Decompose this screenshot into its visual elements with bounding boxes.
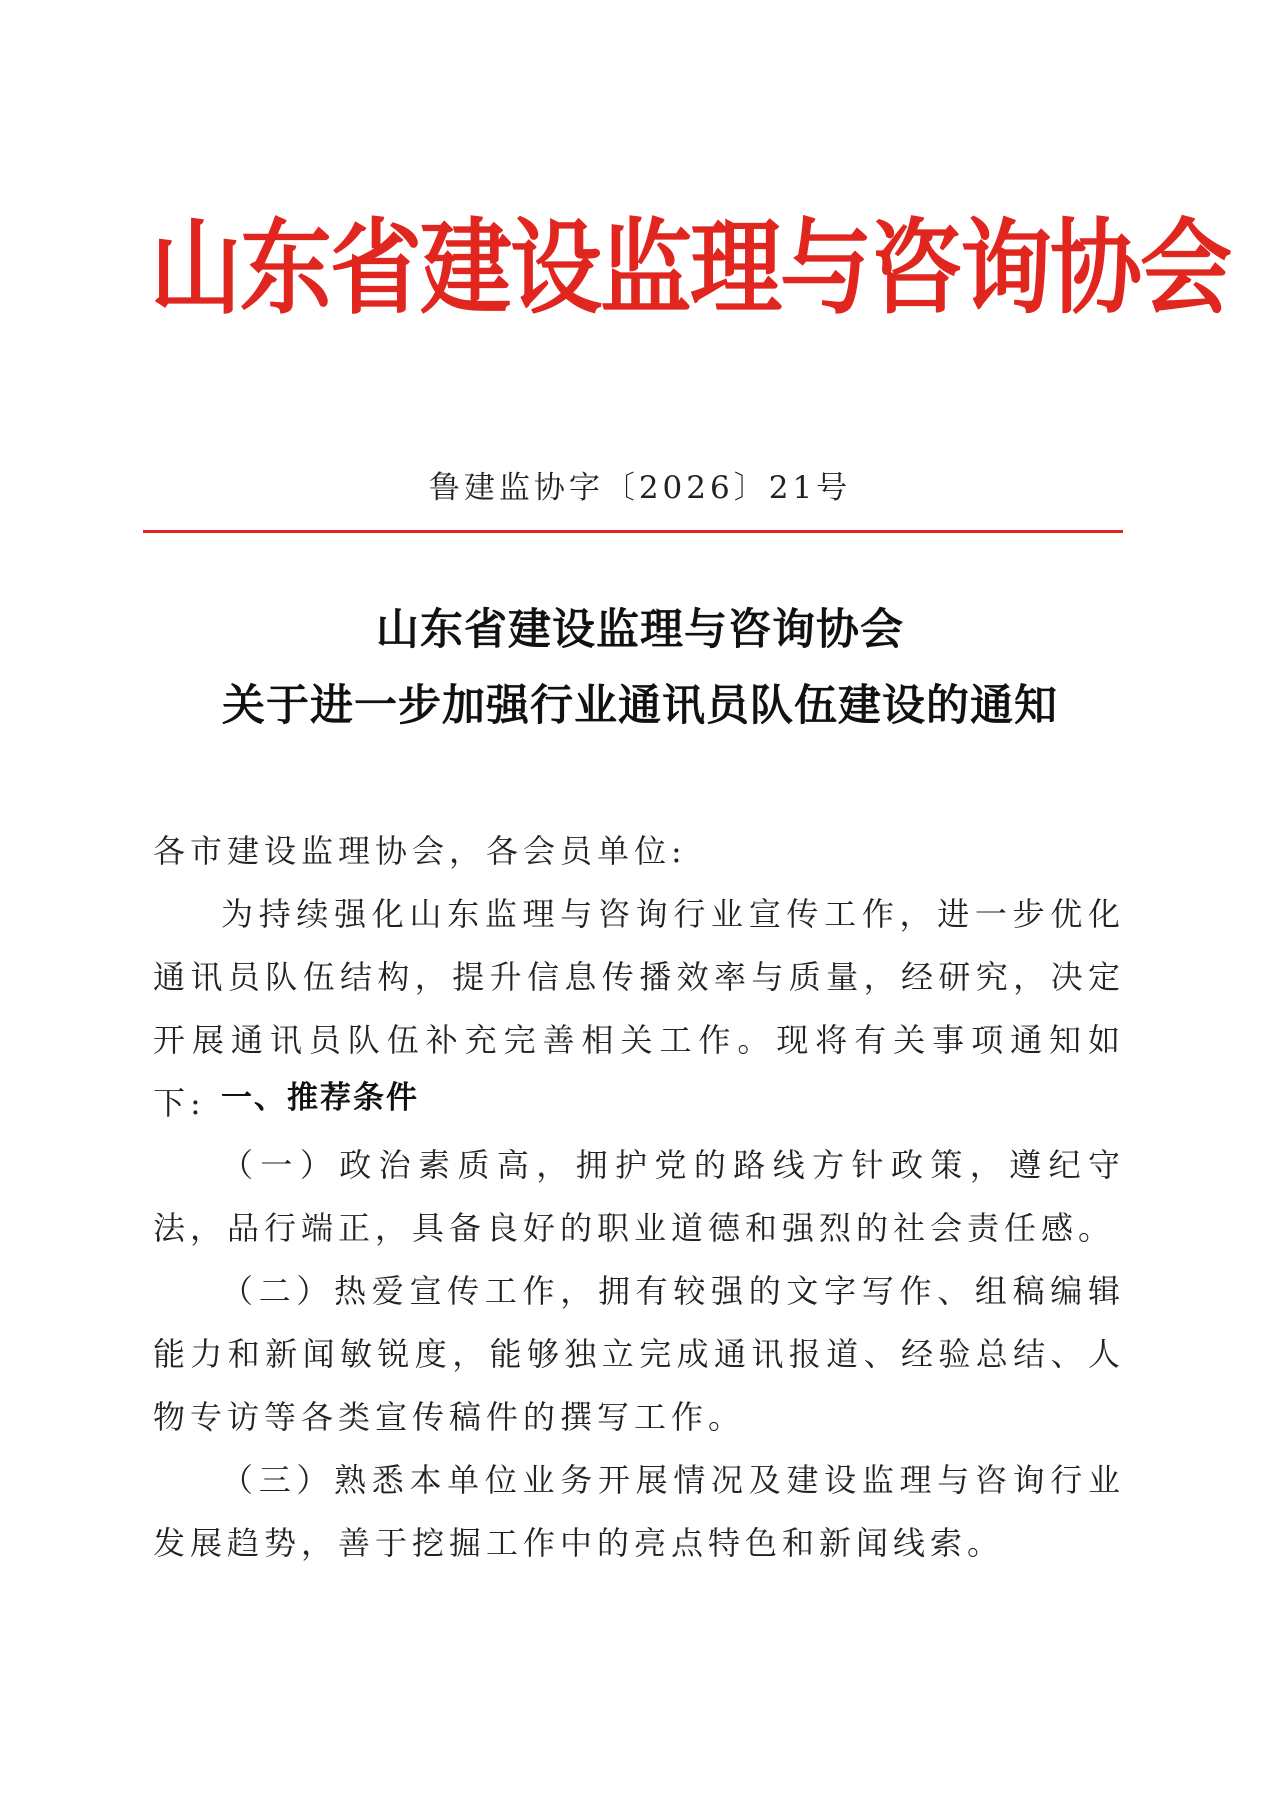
criteria-item-2-text: （二）热爱宣传工作，拥有较强的文字写作、组稿编辑能力和新闻敏锐度，能够独立完成通讯报道、经验总结、人物专访等各类宣传稿件的撰写工作。 (153, 1272, 1125, 1436)
document-title-line-1: 山东省建设监理与咨询协会 (376, 605, 904, 655)
document-number: 鲁建监协字〔2026〕21号 (428, 470, 852, 506)
org-letterhead: 山东省建设监理与咨询协会 (150, 207, 1231, 329)
red-divider (143, 530, 1123, 533)
criteria-item-1 (153, 1134, 1125, 1260)
section-heading-recommendation-criteria: 一、推荐条件 (221, 1080, 419, 1116)
document-title-line-2: 关于进一步加强行业通讯员队伍建设的通知 (222, 681, 1058, 731)
criteria-item-1-text: （一）政治素质高，拥护党的路线方针政策，遵纪守法，品行端正，具备良好的职业道德和强烈的社会责任感。 (153, 1146, 1125, 1247)
intro-text: 为持续强化山东监理与咨询行业宣传工作，进一步优化通讯员队伍结构，提升信息传播效率与质量，经研究，决定开展通讯员队伍补充完善相关工作。现将有关事项通知如下: (153, 895, 1125, 1122)
criteria-item-3 (153, 1449, 1125, 1575)
criteria-item-2 (153, 1260, 1125, 1449)
criteria-item-3-text: （三）熟悉本单位业务开展情况及建设监理与咨询行业发展趋势，善于挖掘工作中的亮点特色和新闻线索。 (153, 1461, 1125, 1562)
salutation: 各市建设监理协会，各会员单位: (153, 832, 687, 870)
